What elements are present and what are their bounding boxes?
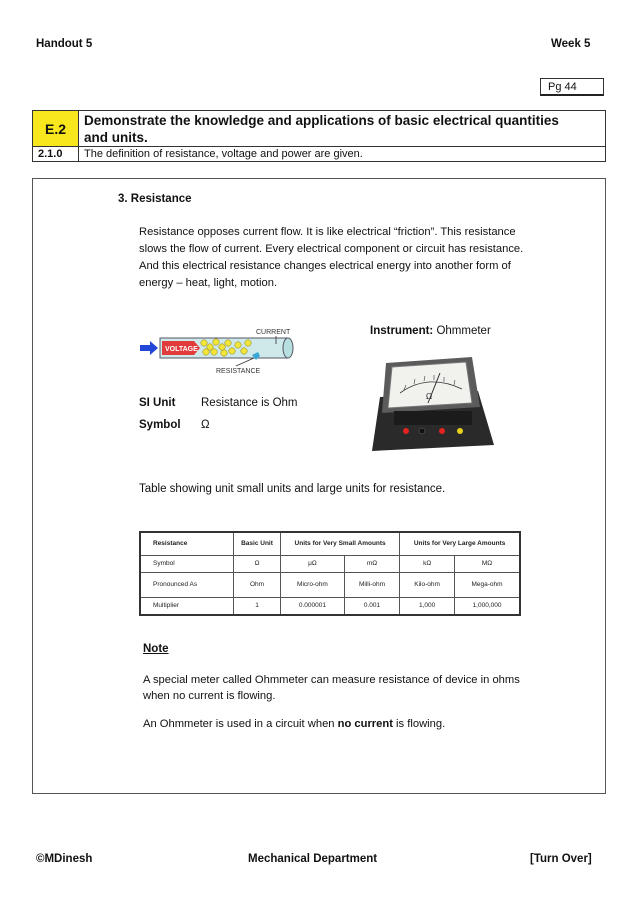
- table-cell: Micro-ohm: [281, 573, 345, 598]
- resistance-illustration: [136, 322, 311, 378]
- resistance-label: RESISTANCE: [216, 368, 261, 375]
- objective-title: Demonstrate the knowledge and applications of basic electrical quantities and units.: [84, 113, 559, 145]
- resistance-paragraph: Resistance opposes current flow. It is like electrical “friction”. This resistance slows the flow of current. Every electrical component or circuit has resistance. And this electrical resistance changes electrical energy into another form of energy – heat, light, motion.: [139, 226, 524, 289]
- table-cell: 1,000: [400, 598, 455, 616]
- terminal-red-2: [439, 428, 445, 434]
- table-cell: 0.000001: [281, 598, 345, 616]
- page-number: Pg 44: [540, 78, 604, 96]
- note-paragraph-1: A special meter called Ohmmeter can measure resistance of device in ohms when no current is flowing.: [143, 674, 520, 702]
- footer-turn-over: [Turn Over]: [530, 853, 592, 865]
- arrow-icon: [140, 341, 158, 355]
- table-header-cell: Units for Very Small Amounts: [281, 532, 400, 556]
- table-header-row: [140, 532, 520, 556]
- table-cell: mΩ: [344, 556, 399, 573]
- table-cell: Milli-ohm: [344, 573, 399, 598]
- terminal-red: [403, 428, 409, 434]
- terminal-black: [419, 428, 425, 434]
- symbol-value: Ω: [201, 419, 210, 431]
- instrument-label: Instrument:: [370, 325, 434, 337]
- note-paragraph-2: [143, 716, 533, 732]
- table-cell: Kilo-ohm: [400, 573, 455, 598]
- ohmmeter-dial: [388, 362, 472, 408]
- table-header-cell: Resistance: [140, 532, 234, 556]
- instrument-line: [370, 325, 491, 337]
- si-unit-value: Resistance is Ohm: [201, 397, 298, 409]
- sub-objective-text: The definition of resistance, voltage and power are given.: [84, 148, 363, 160]
- instrument-value: Ohmmeter: [436, 325, 491, 337]
- terminal-yellow: [457, 428, 463, 434]
- note-text: An Ohmmeter is used in a circuit when: [143, 718, 338, 730]
- table-cell: 1,000,000: [455, 598, 520, 616]
- note-emphasis: no current: [337, 718, 393, 730]
- units-table: [139, 531, 521, 616]
- meter-ohm-symbol: Ω: [426, 392, 433, 401]
- table-cell: Ω: [234, 556, 281, 573]
- handout-label: Handout 5: [36, 38, 93, 50]
- table-cell: Ohm: [234, 573, 281, 598]
- objective-code: E.2: [33, 111, 78, 146]
- sub-objective-code: 2.1.0: [38, 148, 63, 160]
- table-row-label: Pronounced As: [140, 573, 234, 598]
- voltage-label: VOLTAGE: [165, 346, 198, 353]
- objective-divider-vertical: [78, 111, 79, 161]
- table-caption: Table showing unit small units and large units for resistance.: [139, 483, 446, 495]
- footer-author: ©MDinesh: [36, 853, 93, 865]
- si-unit-label: SI Unit: [139, 397, 176, 409]
- table-row: [140, 573, 520, 598]
- section-title: 3. Resistance: [118, 193, 192, 205]
- current-label: CURRENT: [256, 329, 291, 336]
- table-cell: MΩ: [455, 556, 520, 573]
- table-cell: kΩ: [400, 556, 455, 573]
- note-title: Note: [143, 643, 169, 655]
- table-cell: μΩ: [281, 556, 345, 573]
- table-cell: 0.001: [344, 598, 399, 616]
- table-row: [140, 598, 520, 616]
- table-row: [140, 556, 520, 573]
- week-label: Week 5: [551, 38, 591, 50]
- table-row-label: Symbol: [140, 556, 234, 573]
- table-cell: 1: [234, 598, 281, 616]
- ohmmeter-image: [368, 349, 496, 456]
- symbol-label: Symbol: [139, 419, 181, 431]
- objective-divider-horizontal: [33, 146, 605, 147]
- table-header-cell: Units for Very Large Amounts: [400, 532, 520, 556]
- table-cell: Mega-ohm: [455, 573, 520, 598]
- footer-department: Mechanical Department: [248, 853, 378, 865]
- table-header-cell: Basic Unit: [234, 532, 281, 556]
- table-row-label: Multiplier: [140, 598, 234, 616]
- note-text-end: is flowing.: [392, 718, 446, 730]
